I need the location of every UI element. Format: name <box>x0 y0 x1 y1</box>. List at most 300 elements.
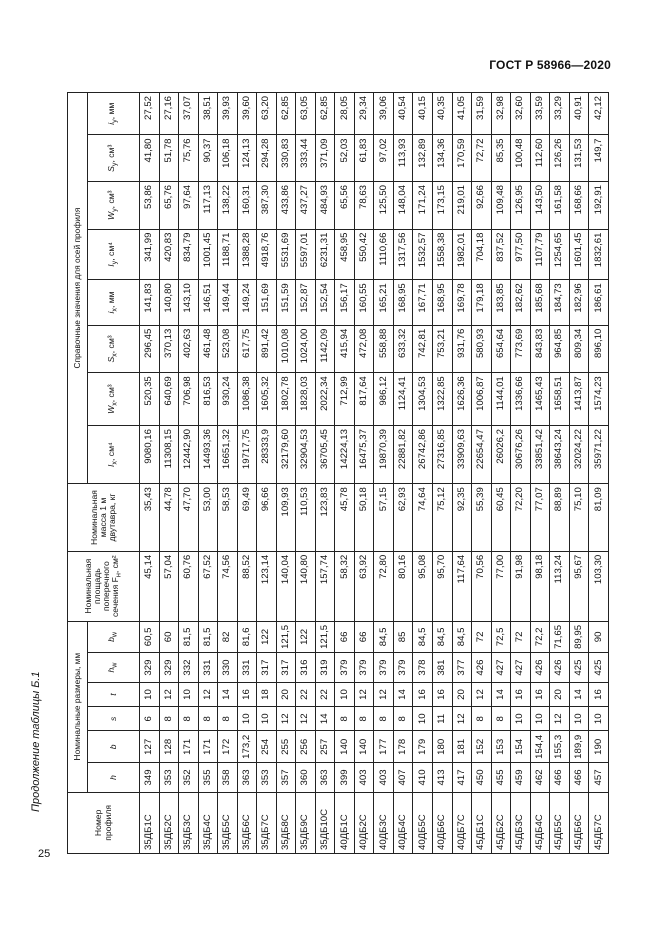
value-cell: 472,08 <box>354 325 374 373</box>
value-cell: 45,14 <box>140 551 160 621</box>
value-cell: 57,15 <box>374 484 394 552</box>
value-cell: 317 <box>257 653 277 683</box>
value-cell: 36705,45 <box>315 426 335 484</box>
value-cell: 178 <box>393 731 413 763</box>
value-cell: 140,04 <box>276 551 296 621</box>
profile-cell: 40ДБ1С <box>335 792 355 853</box>
value-cell: 72,72 <box>472 135 492 181</box>
value-cell: 81,5 <box>198 621 218 653</box>
value-cell: 53,86 <box>140 181 160 229</box>
value-cell: 39,93 <box>218 93 238 136</box>
table-row <box>491 93 511 854</box>
table-row <box>550 93 570 854</box>
value-cell: 154,4 <box>530 731 550 763</box>
value-cell: 558,88 <box>374 325 394 373</box>
profile-cell: 35ДБ2С <box>159 792 179 853</box>
value-cell: 33851,42 <box>530 426 550 484</box>
profile-cell: 35ДБ5С <box>218 792 238 853</box>
table-row <box>393 93 413 854</box>
value-cell: 62,85 <box>315 93 335 136</box>
value-cell: 41,05 <box>452 93 472 136</box>
value-cell: 1124,41 <box>393 373 413 426</box>
value-cell: 426 <box>472 653 492 683</box>
profile-cell: 45ДБ3С <box>511 792 531 853</box>
value-cell: 458,95 <box>335 229 355 280</box>
value-cell: 617,75 <box>237 325 257 373</box>
value-cell: 466 <box>569 763 589 793</box>
value-cell: 360 <box>296 763 316 793</box>
table-row <box>413 93 433 854</box>
col-header-iy: $i_y$, мм <box>88 93 140 136</box>
value-cell: 27316,85 <box>432 426 452 484</box>
profile-cell: 45ДБ7С <box>589 792 609 853</box>
value-cell: 31,59 <box>472 93 492 136</box>
value-cell: 370,13 <box>159 325 179 373</box>
value-cell: 52,03 <box>335 135 355 181</box>
value-cell: 353 <box>257 763 277 793</box>
value-cell: 466 <box>550 763 570 793</box>
value-cell: 66 <box>335 621 355 653</box>
value-cell: 113,93 <box>393 135 413 181</box>
value-cell: 633,32 <box>393 325 413 373</box>
value-cell: 1317,56 <box>393 229 413 280</box>
value-cell: 177 <box>374 731 394 763</box>
value-cell: 106,18 <box>218 135 238 181</box>
value-cell: 109,48 <box>491 181 511 229</box>
value-cell: 8 <box>159 707 179 731</box>
value-cell: 4918,76 <box>257 229 277 280</box>
value-cell: 415,94 <box>335 325 355 373</box>
value-cell: 85 <box>393 621 413 653</box>
col-header-t: t <box>88 682 140 706</box>
value-cell: 10 <box>530 707 550 731</box>
value-cell: 126,95 <box>511 181 531 229</box>
table-row <box>432 93 452 854</box>
value-cell: 8 <box>393 707 413 731</box>
value-cell: 78,63 <box>354 181 374 229</box>
value-cell: 1626,36 <box>452 373 472 426</box>
value-cell: 186,61 <box>589 280 609 325</box>
value-cell: 171 <box>179 731 199 763</box>
value-cell: 257 <box>315 731 335 763</box>
value-cell: 39,60 <box>237 93 257 136</box>
value-cell: 47,70 <box>179 484 199 552</box>
profile-cell: 45ДБ5С <box>550 792 570 853</box>
value-cell: 72,80 <box>374 551 394 621</box>
value-cell: 173,15 <box>432 181 452 229</box>
value-cell: 40,54 <box>393 93 413 136</box>
value-cell: 20 <box>452 682 472 706</box>
value-cell: 1086,38 <box>237 373 257 426</box>
value-cell: 402,63 <box>179 325 199 373</box>
value-cell: 88,89 <box>550 484 570 552</box>
value-cell: 35971,22 <box>589 426 609 484</box>
value-cell: 27,16 <box>159 93 179 136</box>
value-cell: 294,28 <box>257 135 277 181</box>
value-cell: 484,93 <box>315 181 335 229</box>
value-cell: 1658,51 <box>550 373 570 426</box>
col-header-Sx: $S_x$, см³ <box>88 325 140 373</box>
value-cell: 121,5 <box>315 621 335 653</box>
value-cell: 22881,82 <box>393 426 413 484</box>
value-cell: 462 <box>530 763 550 793</box>
value-cell: 16 <box>432 682 452 706</box>
value-cell: 1322,85 <box>432 373 452 426</box>
value-cell: 72,5 <box>491 621 511 653</box>
value-cell: 84,5 <box>452 621 472 653</box>
value-cell: 160,55 <box>354 280 374 325</box>
value-cell: 12 <box>296 707 316 731</box>
value-cell: 151,59 <box>276 280 296 325</box>
value-cell: 1001,45 <box>198 229 218 280</box>
profile-cell: 45ДБ2С <box>491 792 511 853</box>
value-cell: 330,83 <box>276 135 296 181</box>
value-cell: 1110,66 <box>374 229 394 280</box>
value-cell: 121,5 <box>276 621 296 653</box>
value-cell: 1010,08 <box>276 325 296 373</box>
value-cell: 1142,09 <box>315 325 335 373</box>
value-cell: 140,80 <box>159 280 179 325</box>
value-cell: 331 <box>237 653 257 683</box>
value-cell: 179 <box>413 731 433 763</box>
profile-cell: 35ДБ1С <box>140 792 160 853</box>
value-cell: 11308,15 <box>159 426 179 484</box>
value-cell: 100,48 <box>511 135 531 181</box>
value-cell: 70,56 <box>472 551 492 621</box>
value-cell: 20 <box>550 682 570 706</box>
value-cell: 296,45 <box>140 325 160 373</box>
profile-cell: 35ДБ9С <box>296 792 316 853</box>
value-cell: 32,60 <box>511 93 531 136</box>
col-header-profile: Номер профиля <box>68 792 140 853</box>
value-cell: 161,58 <box>550 181 570 229</box>
value-cell: 379 <box>354 653 374 683</box>
value-cell: 96,66 <box>257 484 277 552</box>
value-cell: 32179,60 <box>276 426 296 484</box>
value-cell: 184,73 <box>550 280 570 325</box>
value-cell: 10 <box>569 707 589 731</box>
value-cell: 1601,45 <box>569 229 589 280</box>
value-cell: 140,80 <box>296 551 316 621</box>
value-cell: 81,6 <box>237 621 257 653</box>
value-cell: 12 <box>159 682 179 706</box>
value-cell: 427 <box>511 653 531 683</box>
value-cell: 109,93 <box>276 484 296 552</box>
table-row <box>530 93 550 854</box>
value-cell: 455 <box>491 763 511 793</box>
value-cell: 16 <box>511 682 531 706</box>
value-cell: 459 <box>511 763 531 793</box>
value-cell: 55,39 <box>472 484 492 552</box>
value-cell: 417 <box>452 763 472 793</box>
value-cell: 122 <box>296 621 316 653</box>
value-cell: 16 <box>237 682 257 706</box>
value-cell: 22654,47 <box>472 426 492 484</box>
value-cell: 8 <box>198 707 218 731</box>
profile-cell: 35ДБ3С <box>179 792 199 853</box>
value-cell: 379 <box>374 653 394 683</box>
value-cell: 171,24 <box>413 181 433 229</box>
value-cell: 437,27 <box>296 181 316 229</box>
value-cell: 71,65 <box>550 621 570 653</box>
value-cell: 12 <box>472 682 492 706</box>
value-cell: 341,99 <box>140 229 160 280</box>
col-header-hw: $h_w$ <box>88 653 140 683</box>
col-header-ix: $i_x$, мм <box>88 280 140 325</box>
value-cell: 381 <box>432 653 452 683</box>
value-cell: 843,83 <box>530 325 550 373</box>
value-cell: 124,13 <box>237 135 257 181</box>
value-cell: 8 <box>354 707 374 731</box>
value-cell: 169,78 <box>452 280 472 325</box>
value-cell: 65,56 <box>335 181 355 229</box>
value-cell: 16651,32 <box>218 426 238 484</box>
value-cell: 67,52 <box>198 551 218 621</box>
value-cell: 173,2 <box>237 731 257 763</box>
table-body <box>140 93 609 854</box>
col-header-h: h <box>88 763 140 793</box>
value-cell: 182,96 <box>569 280 589 325</box>
value-cell: 180 <box>432 731 452 763</box>
value-cell: 53,00 <box>198 484 218 552</box>
value-cell: 74,64 <box>413 484 433 552</box>
value-cell: 10 <box>179 682 199 706</box>
profile-table <box>67 92 609 854</box>
value-cell: 413 <box>432 763 452 793</box>
value-cell: 379 <box>335 653 355 683</box>
value-cell: 1024,00 <box>296 325 316 373</box>
value-cell: 28,05 <box>335 93 355 136</box>
value-cell: 32,98 <box>491 93 511 136</box>
value-cell: 152,54 <box>315 280 335 325</box>
value-cell: 378 <box>413 653 433 683</box>
value-cell: 1574,23 <box>589 373 609 426</box>
value-cell: 363 <box>315 763 335 793</box>
col-header-Ix: $I_x$, см⁴ <box>88 426 140 484</box>
value-cell: 14493,36 <box>198 426 218 484</box>
value-cell: 704,18 <box>472 229 492 280</box>
value-cell: 138,22 <box>218 181 238 229</box>
value-cell: 32904,53 <box>296 426 316 484</box>
profile-cell: 40ДБ3С <box>374 792 394 853</box>
value-cell: 154 <box>511 731 531 763</box>
value-cell: 420,83 <box>159 229 179 280</box>
value-cell: 706,98 <box>179 373 199 426</box>
value-cell: 1304,53 <box>413 373 433 426</box>
value-cell: 255 <box>276 731 296 763</box>
profile-cell: 35ДБ6С <box>237 792 257 853</box>
value-cell: 26026,2 <box>491 426 511 484</box>
table-row <box>374 93 394 854</box>
value-cell: 1558,38 <box>432 229 452 280</box>
value-cell: 38643,24 <box>550 426 570 484</box>
value-cell: 816,53 <box>198 373 218 426</box>
value-cell: 399 <box>335 763 355 793</box>
table-row <box>179 93 199 854</box>
value-cell: 33,59 <box>530 93 550 136</box>
table-row <box>511 93 531 854</box>
value-cell: 123,83 <box>315 484 335 552</box>
value-cell: 22 <box>315 682 335 706</box>
value-cell: 1802,78 <box>276 373 296 426</box>
table-row <box>276 93 296 854</box>
value-cell: 1388,28 <box>237 229 257 280</box>
value-cell: 95,70 <box>432 551 452 621</box>
value-cell: 65,76 <box>159 181 179 229</box>
value-cell: 35,43 <box>140 484 160 552</box>
value-cell: 123,14 <box>257 551 277 621</box>
value-cell: 84,5 <box>432 621 452 653</box>
value-cell: 63,20 <box>257 93 277 136</box>
value-cell: 81,09 <box>589 484 609 552</box>
value-cell: 20 <box>276 682 296 706</box>
value-cell: 319 <box>315 653 335 683</box>
value-cell: 8 <box>218 707 238 731</box>
value-cell: 61,83 <box>354 135 374 181</box>
value-cell: 132,89 <box>413 135 433 181</box>
value-cell: 14 <box>218 682 238 706</box>
value-cell: 809,34 <box>569 325 589 373</box>
value-cell: 425 <box>569 653 589 683</box>
value-cell: 1006,87 <box>472 373 492 426</box>
value-cell: 10 <box>413 707 433 731</box>
standard-code: ГОСТ Р 58966—2020 <box>489 58 611 72</box>
value-cell: 69,49 <box>237 484 257 552</box>
value-cell: 12 <box>452 707 472 731</box>
value-cell: 57,04 <box>159 551 179 621</box>
value-cell: 117,64 <box>452 551 472 621</box>
value-cell: 6231,31 <box>315 229 335 280</box>
value-cell: 32024,22 <box>569 426 589 484</box>
value-cell: 16 <box>530 682 550 706</box>
value-cell: 29,34 <box>354 93 374 136</box>
value-cell: 10 <box>140 682 160 706</box>
value-cell: 72 <box>472 621 492 653</box>
value-cell: 58,32 <box>335 551 355 621</box>
value-cell: 461,48 <box>198 325 218 373</box>
value-cell: 91,98 <box>511 551 531 621</box>
value-cell: 97,02 <box>374 135 394 181</box>
value-cell: 92,66 <box>472 181 492 229</box>
value-cell: 10 <box>589 707 609 731</box>
value-cell: 6 <box>140 707 160 731</box>
value-cell: 165,21 <box>374 280 394 325</box>
value-cell: 98,18 <box>530 551 550 621</box>
value-cell: 12 <box>354 682 374 706</box>
value-cell: 157,74 <box>315 551 335 621</box>
value-cell: 60,45 <box>491 484 511 552</box>
table-row <box>589 93 609 854</box>
value-cell: 127 <box>140 731 160 763</box>
col-header-b: b <box>88 731 140 763</box>
value-cell: 172 <box>218 731 238 763</box>
value-cell: 14 <box>569 682 589 706</box>
value-cell: 5531,69 <box>276 229 296 280</box>
value-cell: 149,44 <box>218 280 238 325</box>
table-row <box>354 93 374 854</box>
value-cell: 185,68 <box>530 280 550 325</box>
value-cell: 81,5 <box>179 621 199 653</box>
value-cell: 97,64 <box>179 181 199 229</box>
value-cell: 182,62 <box>511 280 531 325</box>
col-header-area: Номинальная площадь поперечного сечения $F_н$, см² <box>68 551 140 621</box>
value-cell: 22 <box>296 682 316 706</box>
value-cell: 82 <box>218 621 238 653</box>
value-cell: 33909,63 <box>452 426 472 484</box>
value-cell: 1982,01 <box>452 229 472 280</box>
value-cell: 349 <box>140 763 160 793</box>
value-cell: 377 <box>452 653 472 683</box>
value-cell: 80,16 <box>393 551 413 621</box>
value-cell: 371,09 <box>315 135 335 181</box>
value-cell: 33,29 <box>550 93 570 136</box>
value-cell: 977,50 <box>511 229 531 280</box>
value-cell: 8 <box>472 707 492 731</box>
value-cell: 12 <box>374 682 394 706</box>
value-cell: 712,99 <box>335 373 355 426</box>
value-cell: 45,78 <box>335 484 355 552</box>
value-cell: 12 <box>550 707 570 731</box>
value-cell: 160,31 <box>237 181 257 229</box>
value-cell: 19870,39 <box>374 426 394 484</box>
value-cell: 19717,75 <box>237 426 257 484</box>
value-cell: 317 <box>276 653 296 683</box>
value-cell: 550,42 <box>354 229 374 280</box>
value-cell: 112,60 <box>530 135 550 181</box>
profile-cell: 40ДБ6С <box>432 792 452 853</box>
value-cell: 85,35 <box>491 135 511 181</box>
value-cell: 128 <box>159 731 179 763</box>
value-cell: 773,69 <box>511 325 531 373</box>
value-cell: 168,66 <box>569 181 589 229</box>
value-cell: 58,53 <box>218 484 238 552</box>
value-cell: 39,06 <box>374 93 394 136</box>
value-cell: 95,08 <box>413 551 433 621</box>
value-cell: 181 <box>452 731 472 763</box>
value-cell: 89,95 <box>569 621 589 653</box>
group-header-reference: Справочные значения для осей профиля <box>68 93 88 484</box>
value-cell: 14 <box>491 682 511 706</box>
value-cell: 8 <box>374 707 394 731</box>
col-header-s: s <box>88 707 140 731</box>
value-cell: 9080,16 <box>140 426 160 484</box>
value-cell: 38,51 <box>198 93 218 136</box>
value-cell: 88,52 <box>237 551 257 621</box>
value-cell: 333,44 <box>296 135 316 181</box>
value-cell: 896,10 <box>589 325 609 373</box>
value-cell: 5597,01 <box>296 229 316 280</box>
profile-cell: 45ДБ1С <box>472 792 492 853</box>
profile-cell: 45ДБ6С <box>569 792 589 853</box>
value-cell: 964,85 <box>550 325 570 373</box>
page-number: 25 <box>38 848 51 860</box>
value-cell: 72,20 <box>511 484 531 552</box>
value-cell: 50,18 <box>354 484 374 552</box>
value-cell: 403 <box>374 763 394 793</box>
value-cell: 986,12 <box>374 373 394 426</box>
value-cell: 8 <box>491 707 511 731</box>
value-cell: 126,26 <box>550 135 570 181</box>
value-cell: 11 <box>432 707 452 731</box>
value-cell: 103,30 <box>589 551 609 621</box>
value-cell: 40,35 <box>432 93 452 136</box>
value-cell: 141,83 <box>140 280 160 325</box>
value-cell: 189,9 <box>569 731 589 763</box>
value-cell: 12 <box>198 682 218 706</box>
value-cell: 12442,90 <box>179 426 199 484</box>
col-header-mass: Номинальная масса 1 м двутавра, кг <box>68 484 140 552</box>
value-cell: 410 <box>413 763 433 793</box>
